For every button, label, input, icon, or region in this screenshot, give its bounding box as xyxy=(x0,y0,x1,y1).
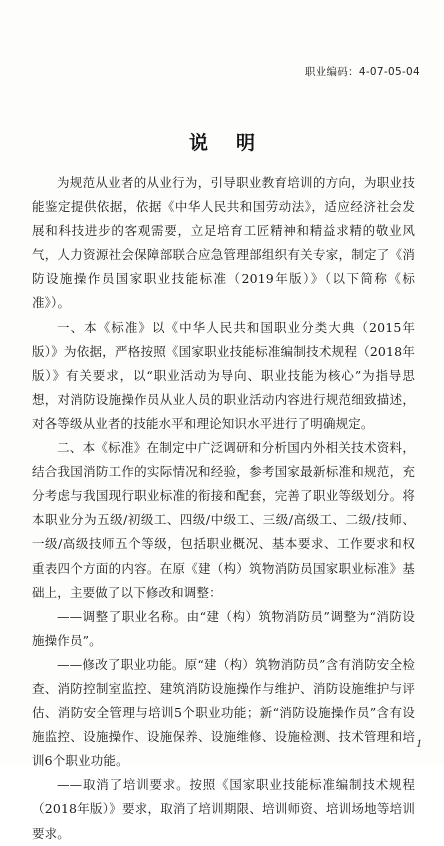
paragraph-section-2: 二、本《标准》在制定中广泛调研和分析国内外相关技术资料，结合我国消防工作的实际情况和经验，参考国家最新标准和规范，充分考虑与我国现行职业标准的衔接和配套，完善了职业等级划分。将本职业分为五级/初级工、四级/中级工、三级/高级工、二级/技师、一级/高级技师五个等级，包括职业概况、基本要求、工作要求和权重表四个方面的内容。在原《建（构）筑物消防员国家职业标准》基础上，主要做了以下修改和调整： xyxy=(32,440,415,600)
page-number: 1 xyxy=(416,736,422,750)
paragraph-section-1: 一、本《标准》以《中华人民共和国职业分类大典（2015年版）》为依据，严格按照《国家职业技能标准编制技术规程（2018年版）》有关要求，以“职业活动为导向、职业技能为核心”为指导思想，对消防设施操作员从业人员的职业活动内容进行规范细致描述，对各等级从业者的技能水平和理论知识水平进行了明确规定。 xyxy=(32,319,415,431)
job-code: 职业编码：4-07-05-04 xyxy=(304,66,420,78)
document-body xyxy=(32,171,415,846)
paragraph-change-function: ——修改了职业功能。原“建（构）筑物消防员”含有消防安全检查、消防控制室监控、建筑消防设施操作与维护、消防设施维护与评估、消防安全管理与培训5个职业功能；新“消防设施操作员”含有设施监控、设施操作、设施保养、设施维修、设施检测、技术管理和培训6个职业功能。 xyxy=(32,656,415,769)
page-title: 说明 xyxy=(188,132,283,154)
paragraph-intro: 为规范从业者的从业行为，引导职业教育培训的方向，为职业技能鉴定提供依据，依据《中华人民共和国劳动法》，适应经济社会发展和科技进步的客观需要，立足培育工匠精神和精益求精的敬业风气，人力资源社会保障部联合应急管理部组织有关专家，制定了《消防设施操作员国家职业技能标准（2019年版）》（以下简称《标准》）。 xyxy=(32,175,415,311)
paragraph-change-name: ——调整了职业名称。由“建（构）筑物消防员”调整为“消防设施操作员”。 xyxy=(32,608,415,648)
paragraph-change-training: ——取消了培训要求。按照《国家职业技能标准编制技术规程（2018年版）》要求，取消了培训期限、培训师资、培训场地等培训要求。 xyxy=(32,777,415,841)
